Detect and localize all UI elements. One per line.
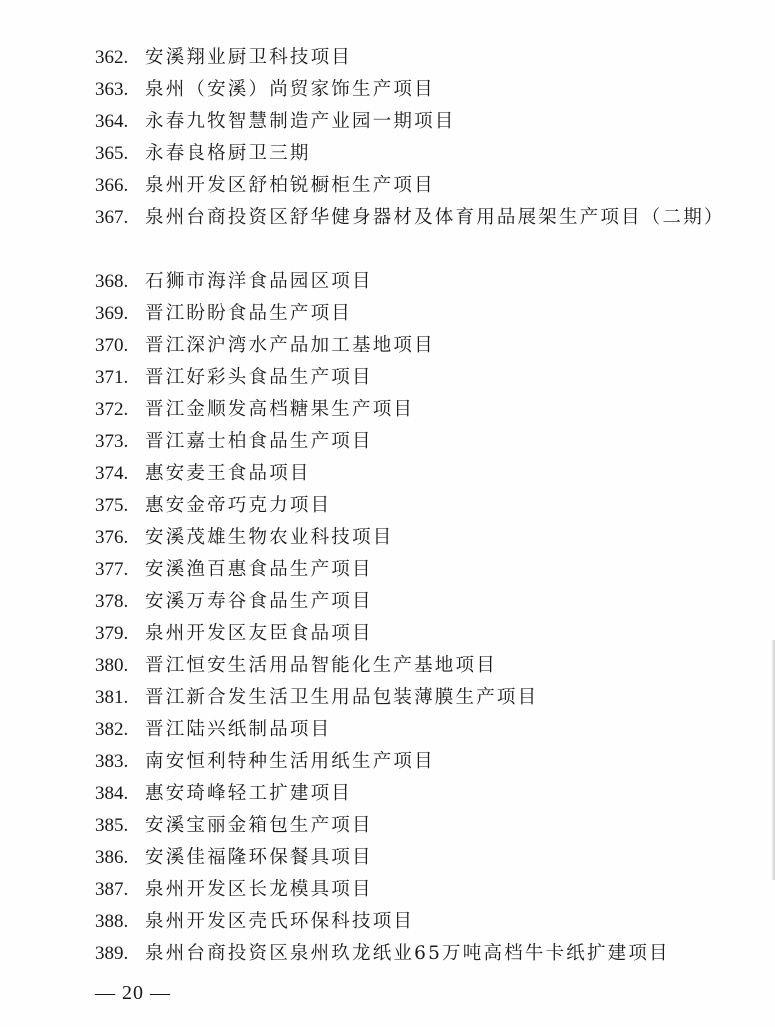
item-text: 泉州开发区舒柏锐橱柜生产项目 <box>145 175 435 196</box>
item-number: 367. <box>95 207 129 228</box>
item-number: 374. <box>95 463 129 484</box>
item-number: 386. <box>95 847 129 868</box>
item-number: 362. <box>95 47 129 68</box>
list-item <box>95 330 735 362</box>
item-text: 泉州开发区长龙模具项目 <box>145 879 373 900</box>
list-item <box>95 170 735 202</box>
list-item <box>95 618 735 650</box>
item-text: 惠安麦王食品项目 <box>145 463 311 484</box>
item-number: 375. <box>95 495 129 516</box>
list-item <box>95 266 735 298</box>
list-item <box>95 362 735 394</box>
list-item <box>95 810 735 842</box>
item-number: 387. <box>95 879 129 900</box>
list-item <box>95 874 735 906</box>
list-item <box>95 554 735 586</box>
item-text: 惠安琦峰轻工扩建项目 <box>145 783 353 804</box>
item-number: 363. <box>95 79 129 100</box>
item-text: 晋江嘉士柏食品生产项目 <box>145 431 373 452</box>
list-item <box>95 682 735 714</box>
list-item <box>95 586 735 618</box>
item-text: 晋江盼盼食品生产项目 <box>145 303 353 324</box>
item-number: 385. <box>95 815 129 836</box>
list-item <box>95 650 735 682</box>
list-item <box>95 202 735 266</box>
item-text: 泉州开发区友臣食品项目 <box>145 623 373 644</box>
item-text: 安溪翔业厨卫科技项目 <box>145 47 353 68</box>
list-item <box>95 522 735 554</box>
list-item <box>95 490 735 522</box>
item-text: 安溪宝丽金箱包生产项目 <box>145 815 373 836</box>
item-text: 泉州台商投资区泉州玖龙纸业65万吨高档牛卡纸扩建项目 <box>145 943 670 964</box>
item-text: 永春良格厨卫三期 <box>145 143 311 164</box>
item-number: 383. <box>95 751 129 772</box>
list-item <box>95 458 735 490</box>
item-number: 381. <box>95 687 129 708</box>
item-text: 安溪茂雄生物农业科技项目 <box>145 527 394 548</box>
item-number: 370. <box>95 335 129 356</box>
item-number: 373. <box>95 431 129 452</box>
item-number: 378. <box>95 591 129 612</box>
item-number: 371. <box>95 367 129 388</box>
list-item <box>95 138 735 170</box>
item-number: 364. <box>95 111 129 132</box>
item-text: 泉州开发区壳氏环保科技项目 <box>145 911 415 932</box>
project-list <box>95 42 735 970</box>
list-item <box>95 842 735 874</box>
item-number: 368. <box>95 271 129 292</box>
list-item <box>95 42 735 74</box>
item-number: 382. <box>95 719 129 740</box>
item-number: 388. <box>95 911 129 932</box>
item-number: 376. <box>95 527 129 548</box>
list-item <box>95 74 735 106</box>
list-item <box>95 298 735 330</box>
item-number: 379. <box>95 623 129 644</box>
item-number: 377. <box>95 559 129 580</box>
item-text: 泉州（安溪）尚贸家饰生产项目 <box>145 79 435 100</box>
list-item <box>95 714 735 746</box>
item-number: 369. <box>95 303 129 324</box>
item-text: 永春九牧智慧制造产业园一期项目 <box>145 111 456 132</box>
item-number: 380. <box>95 655 129 676</box>
list-item <box>95 746 735 778</box>
item-text: 安溪万寿谷食品生产项目 <box>145 591 373 612</box>
item-text: 石狮市海洋食品园区项目 <box>145 271 373 292</box>
item-text: 南安恒利特种生活用纸生产项目 <box>145 751 435 772</box>
page-number: — 20 — <box>95 982 171 1004</box>
item-number: 365. <box>95 143 129 164</box>
item-text: 晋江陆兴纸制品项目 <box>145 719 332 740</box>
item-text: 晋江深沪湾水产品加工基地项目 <box>145 335 435 356</box>
list-item <box>95 778 735 810</box>
item-number: 389. <box>95 943 129 964</box>
list-item <box>95 938 735 970</box>
item-text: 安溪佳福隆环保餐具项目 <box>145 847 373 868</box>
scan-edge-shadow <box>771 640 775 880</box>
list-item <box>95 426 735 458</box>
item-text: 晋江金顺发高档糖果生产项目 <box>145 399 415 420</box>
item-text: 泉州台商投资区舒华健身器材及体育用品展架生产项目（二期） <box>145 207 725 228</box>
list-item <box>95 106 735 138</box>
item-text: 安溪渔百惠食品生产项目 <box>145 559 373 580</box>
item-text: 惠安金帝巧克力项目 <box>145 495 332 516</box>
list-item <box>95 394 735 426</box>
item-number: 372. <box>95 399 129 420</box>
item-text: 晋江新合发生活卫生用品包装薄膜生产项目 <box>145 687 539 708</box>
item-text: 晋江恒安生活用品智能化生产基地项目 <box>145 655 497 676</box>
list-item <box>95 906 735 938</box>
item-number: 384. <box>95 783 129 804</box>
item-number: 366. <box>95 175 129 196</box>
item-text: 晋江好彩头食品生产项目 <box>145 367 373 388</box>
